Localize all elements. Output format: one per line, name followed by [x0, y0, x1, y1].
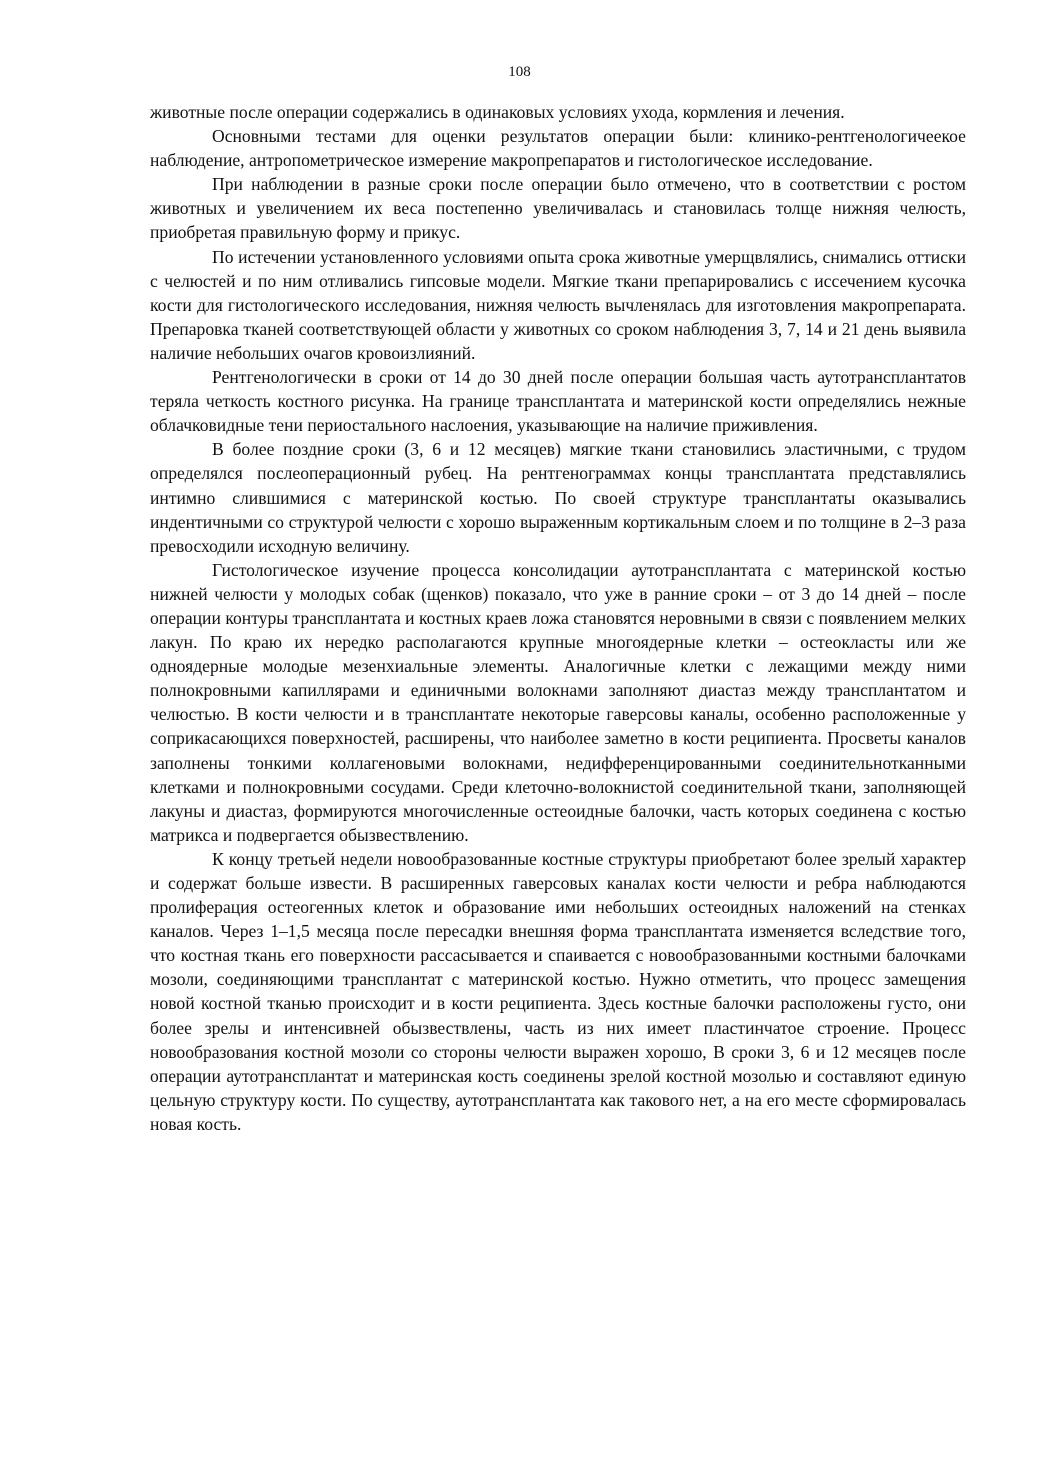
paragraph: В более поздние сроки (3, 6 и 12 месяцев) мягкие ткани становились эластичными, с трудом определялся послеоперационный рубец. На рентгенограммах концы трансплантата представлялись интимно слившимися с материнской костью. По своей структуре трансплантаты оказывались индентичными со структурой челюсти с хорошо выраженным кортикальным слоем и по толщине в 2–3 раза превосходили исходную величину.: [150, 439, 966, 556]
paragraph: Рентгенологически в сроки от 14 до 30 дней после операции большая часть аутотрансплантатов теряла четкость костного рисунка. На границе трансплантата и материнской кости определялись нежные облачковидные тени периостального наслоения, указывающие на наличие приживления.: [150, 367, 966, 436]
page-number: 108: [508, 64, 531, 80]
paragraph: При наблюдении в разные сроки после операции было отмечено, что в соответствии с ростом животных и увеличением их веса постепенно увеличивалась и становилась толще нижняя челюсть, приобретая правильную форму и прикус.: [150, 174, 966, 243]
paragraph: Гистологическое изучение процесса консолидации аутотрансплантата с материнской костью нижней челюсти у молодых собак (щенков) показало, что уже в ранние сроки – от 3 до 14 дней – после операции контуры трансплантата и костных краев ложа становятся неровными в связи с появлением мелких лакун. По краю их нередко располагаются крупные многоядерные клетки – остеокласты или же одноядерные молодые мезенхиальные элементы. Аналогичные клетки с лежащими между ними полнокровными капиллярами и единичными волокнами заполняют диастаз между трансплантатом и челюстью. В кости челюсти и в трансплантате некоторые гаверсовы каналы, особенно расположенные у соприкасающихся поверхностей, расширены, что наиболее заметно в кости реципиента. Просветы каналов заполнены тонкими коллагеновыми волокнами, недифференцированными соединительнотканными клетками и полнокровными сосудами. Среди клеточно-волокнистой соединительной ткани, заполняющей лакуны и диастаз, формируются многочисленные остеоидные балочки, часть которых соединена с костью матрикса и подвергается обызвествлению.: [150, 559, 966, 845]
paragraph: Основными тестами для оценки результатов операции были: клинико-рентгенологичеекое наблюдение, антропометрическое измерение макропрепаратов и гистологическое исследование.: [150, 126, 966, 171]
paragraph-continuation: животные после операции содержались в одинаковых условиях ухода, кормления и лечения.: [150, 102, 845, 122]
paragraph: К концу третьей недели новообразованные костные структуры приобретают более зрелый характер и содержат больше извести. В расширенных гаверсовых каналах кости челюсти и ребра наблюдаются пролиферация остеогенных клеток и образование ими небольших остеоидных наложений на стенках каналов. Через 1–1,5 месяца после пересадки внешняя форма трансплантата изменяется вследствие того, что костная ткань его поверхности рассасывается и спаивается с новообразованными костными балочками мозоли, соединяющими трансплантат с материнской костью. Нужно отметить, что процесс замещения новой костной тканью происходит и в кости реципиента. Здесь костные балочки расположены густо, они более зрелы и интенсивней обызвествлены, часть из них имеет пластинчатое строение. Процесс новообразования костной мозоли со стороны челюсти выражен хорошо, В сроки 3, 6 и 12 месяцев после операции аутотрансплантат и материнская кость соединены зрелой костной мозолью и составляют единую цельную структуру кости. По существу, аутотрансплантата как такового нет, а на его месте сформировалась новая кость.: [150, 848, 966, 1134]
body-text: [150, 100, 966, 1136]
paragraph: По истечении установленного условиями опыта срока животные умерщвлялись, снимались оттиски с челюстей и по ним отливались гипсовые модели. Мягкие ткани препарировались с иссечением кусочка кости для гистологического исследования, нижняя челюсть вычленялась для изготовления макропрепарата. Препаровка тканей соответствующей области у животных со сроком наблюдения 3, 7, 14 и 21 день выявила наличие небольших очагов кровоизлияний.: [150, 246, 966, 363]
